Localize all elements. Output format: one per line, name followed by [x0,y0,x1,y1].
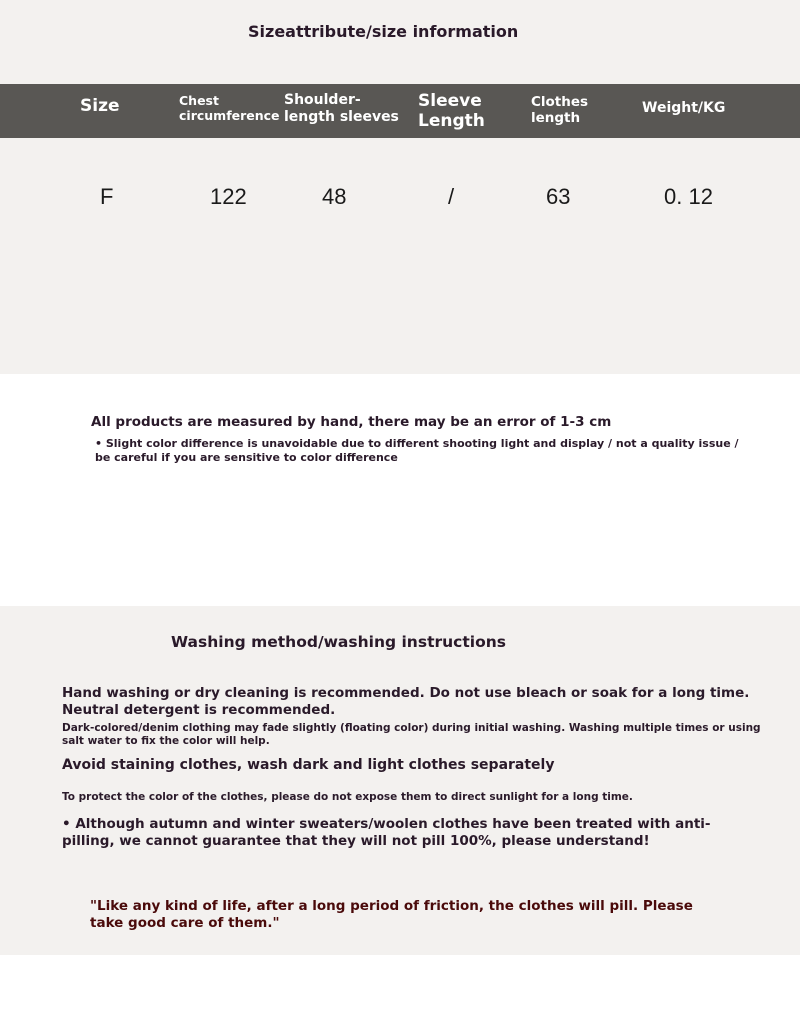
cell-sleeve: / [448,184,455,209]
color-difference-note: • Slight color difference is unavoidable due to different shooting light and display / not a quality issue / be careful if you are sensitive to color difference [95,437,739,464]
header-clothes-line1: Clothes [531,94,589,110]
header-chest [179,93,280,123]
cell-clothes: 63 [546,184,571,209]
header-sleeve-line2: Length [418,111,485,132]
washing-pilling-note: • Although autumn and winter sweaters/woolen clothes have been treated with anti-pilling, we cannot guarantee that they will not pill 100%, please understand! [62,816,711,849]
header-shoulder-line1: Shoulder- [284,92,361,108]
washing-recommendation: Hand washing or dry cleaning is recommended. Do not use bleach or soak for a long time. Neutral detergent is recommended. [62,685,750,718]
cell-weight: 0. 12 [664,184,713,209]
header-size: Size [80,96,120,116]
cell-shoulder: 48 [322,184,347,209]
cell-chest: 122 [210,184,247,209]
header-chest-line1: Chest [179,93,219,108]
header-sleeve [418,91,485,132]
header-shoulder [284,92,399,126]
header-clothes [531,94,588,126]
header-clothes-line2: length [531,110,581,127]
header-sleeve-line1: Sleeve [418,91,482,111]
cell-size: F [100,184,114,209]
header-weight: Weight/KG [642,100,726,116]
header-shoulder-line2: length sleeves [284,108,399,125]
size-table-header [0,84,800,138]
header-chest-line2: circumference [179,108,280,123]
washing-sunlight-note: To protect the color of the clothes, please do not expose them to direct sunlight for a long time. [62,791,633,803]
washing-fade-note: Dark-colored/denim clothing may fade slightly (floating color) during initial washing. Washing multiple times or using salt water to fix the color will help. [62,722,761,747]
care-quote: "Like any kind of life, after a long period of friction, the clothes will pill. Please take good care of them." [90,898,693,931]
washing-title: Washing method/washing instructions [171,633,506,651]
measurement-note: All products are measured by hand, there may be an error of 1-3 cm [91,414,612,430]
size-section-title: Sizeattribute/size information [248,22,519,41]
washing-separate-note: Avoid staining clothes, wash dark and light clothes separately [62,757,555,773]
